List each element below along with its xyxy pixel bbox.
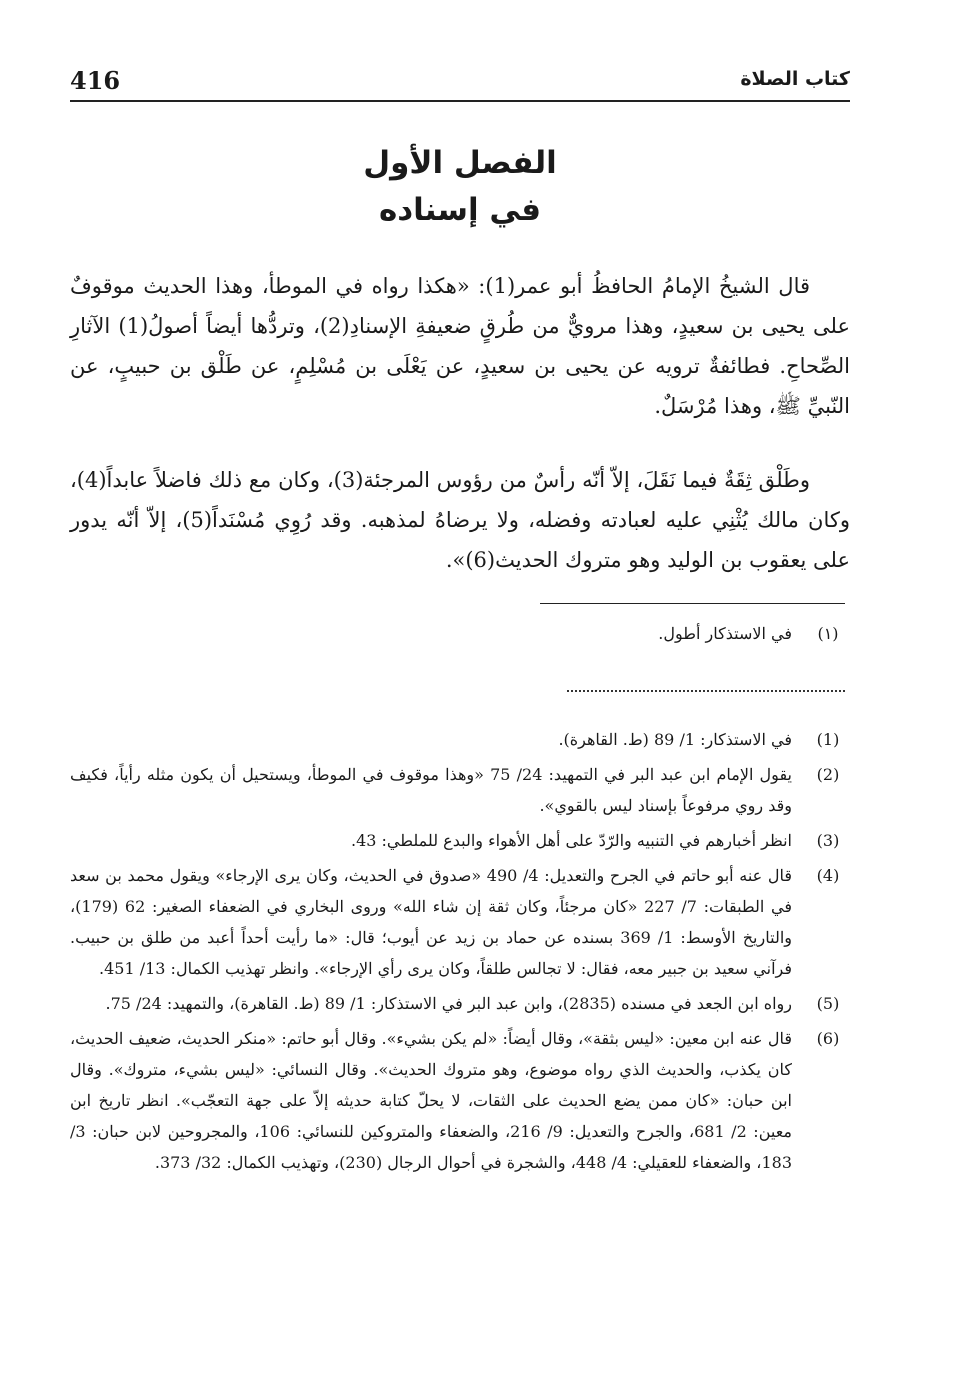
body-paragraph-1 xyxy=(70,266,850,426)
chapter-title: الفصل الأول xyxy=(363,145,557,181)
footnote-number: (3) xyxy=(816,831,840,850)
footnote-text: يقول الإمام ابن عبد البر في التمهيد: 24/ 75 «وهذا موقوف في الموطأ، ويستحيل أن يكون مثله رأياً، فكيف وقد روي مرفوعاً بإسناد ليس بالقوي». xyxy=(70,765,792,815)
footnote-number: (1) xyxy=(816,730,840,749)
footnote-item xyxy=(70,759,850,821)
footnote-item xyxy=(70,988,850,1019)
footnote-number: (١) xyxy=(817,624,839,643)
footnote-item xyxy=(70,618,850,649)
footnote-item xyxy=(70,724,850,755)
footnote-item xyxy=(70,860,850,984)
footnote-text: في الاستذكار: 1/ 89 (ط. القاهرة). xyxy=(558,730,792,749)
running-title: كتاب الصلاة xyxy=(740,68,850,90)
paragraph-2-text: وطَلْق ثِقَةٌ فيما نَقَلَ، إلاّ أنّه رأسٌ من رؤوس المرجئة(3)، وكان مع ذلك فاضلاً عابداً(4)، وكان مالك يُثْنِي عليه لعبادته وفضله، ولا يرضاهُ لمذهبه. وقد رُوِي مُسْنَداً(5)، إلاّ أنّه يدور على يعقوب بن الوليد وهو متروك الحديث(6)». xyxy=(70,468,850,572)
footnote-text: انظر أخبارهم في التنبيه والرّدّ على أهل الأهواء والبدع للملطي: 43. xyxy=(350,831,792,850)
body-paragraph-2 xyxy=(70,460,850,580)
footnote-text: قال عنه أبو حاتم في الجرح والتعديل: 4/ 490 «صدوق في الحديث، وكان يرى الإرجاء» ويقول محمد بن سعد في الطبقات: 7/ 227 «كان مرجئاً، وكان ثقة إن شاء الله» وروى البخاري في الضعفاء الصغير: 62 (179)، والتاريخ الأوسط: 1/ 369 بسنده عن حماد بن زيد عن أيوب؛ قال: «ما رأيت أحداً أعبد من طلق بن حبيب. فرآني سعيد بن جبير معه، فقال: لا تجالس طلقاً، وكان يرى رأي الإرجاء». وانظر تهذيب الكمال: 13/ 451. xyxy=(70,866,793,978)
page-header xyxy=(70,62,850,98)
footnote-number: (6) xyxy=(816,1029,840,1048)
footnote-text: في الاستذكار أطول. xyxy=(658,624,792,643)
footnote-number: (2) xyxy=(816,765,840,784)
footnote-number: (4) xyxy=(816,866,840,885)
footnote-text: رواه ابن الجعد في مسنده (2835)، وابن عبد البر في الاستذكار: 1/ 89 (ط. القاهرة)، والتمهيد: 24/ 75. xyxy=(105,994,792,1013)
footnote-rule xyxy=(540,603,845,604)
paragraph-1-text: قال الشيخُ الإمامُ الحافظُ أبو عمر(1): «هكذا رواه في الموطأ، وهذا الحديث موقوفٌ على يحيى بن سعيدٍ، وهذا مرويٌّ من طُرقٍ ضعيفةِ الإسنادِ(2)، وتردُّها أيضاً أصولُ(1) الآثارِ الصِّحاحِ. فطائفةٌ ترويه عن يحيى بن سعيدٍ، عن يَعْلَى بن مُسْلِمٍ، عن طَلْق بن حبيبٍ، عن النّبيِّ ﷺ، وهذا مُرْسَلٌ. xyxy=(70,274,850,418)
footnote-number: (5) xyxy=(816,994,840,1013)
chapter-subtitle: في إسناده xyxy=(378,192,542,228)
page-number: 416 xyxy=(70,66,121,95)
footnotes-first xyxy=(70,618,850,653)
dotted-separator xyxy=(567,690,845,692)
footnote-item xyxy=(70,825,850,856)
footnote-item xyxy=(70,1023,850,1178)
footnote-text: قال عنه ابن معين: «ليس بثقة»، وقال أيضاً: «لم يكن بشيء». وقال أبو حاتم: «منكر الحديث، ضعيف الحديث، كان يكذب، والحديث الذي رواه موضوع، وهو متروك الحديث». وقال النسائي: «ليس بشيء، متروك». وقال ابن حبان: «كان ممن يضع الحديث على الثقات، لا يحلّ كتابة حديثه إلاّ على جهة التعجّب». انظر تاريخ ابن معين: 2/ 681، والجرح والتعديل: 9/ 216، والضعفاء والمتروكين للنسائي: 106، والمجروحين لابن حبان: 3/ 183، والضعفاء للعقيلي: 4/ 448، والشجرة في أحوال الرجال (230)، وتهذيب الكمال: 32/ 373. xyxy=(70,1029,793,1172)
header-rule xyxy=(70,100,850,102)
footnotes-second xyxy=(70,724,850,1182)
